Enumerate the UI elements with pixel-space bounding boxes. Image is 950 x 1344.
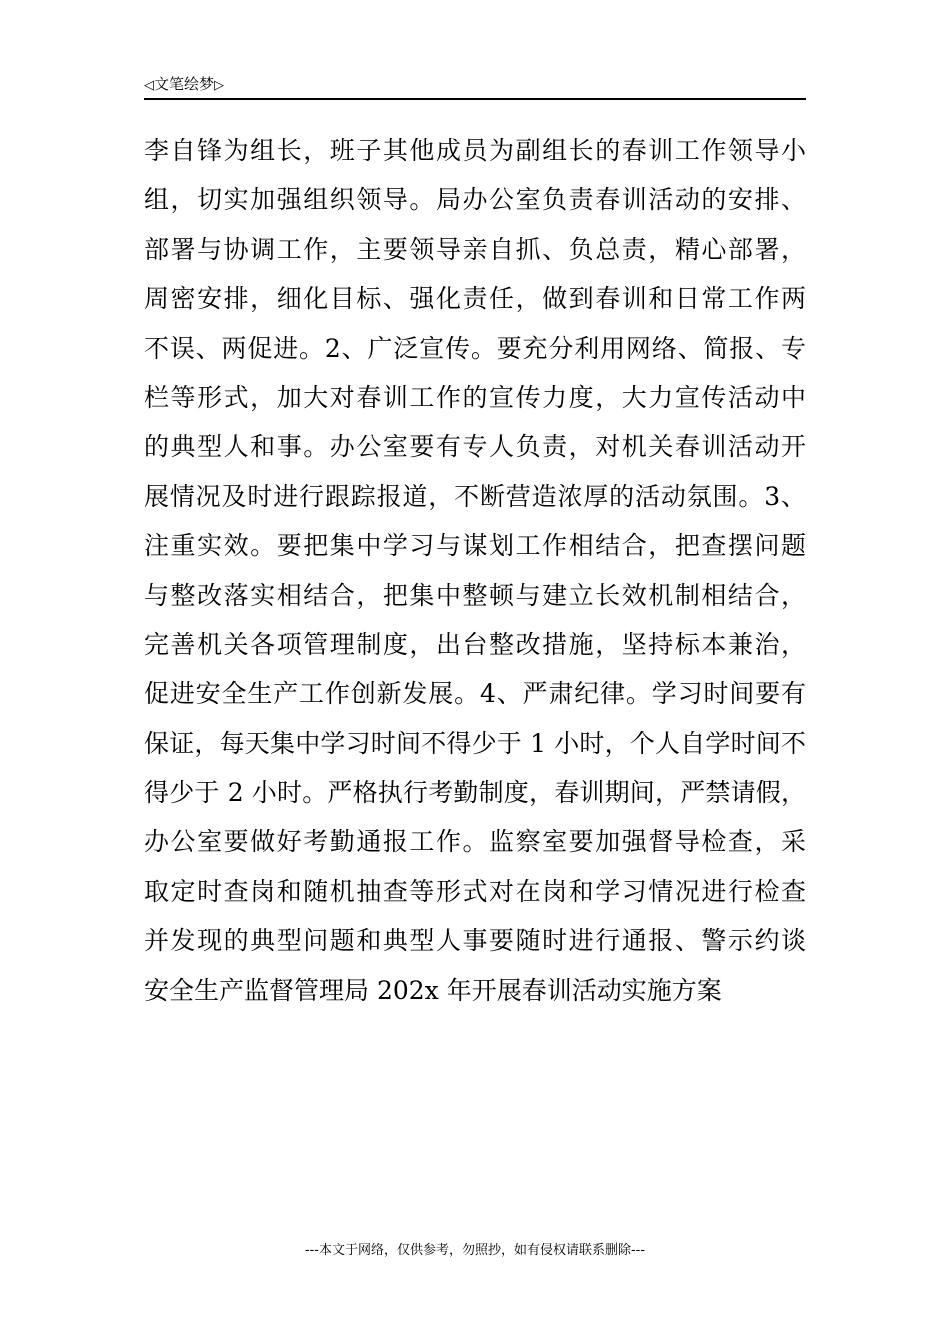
- body-line: 得少于 2 小时。严格执行考勤制度，春训期间，严禁请假，: [144, 778, 806, 808]
- body-line: 展情况及时进行跟踪报道，不断营造浓厚的活动氛围。3、: [144, 481, 806, 511]
- body-line: 促进安全生产工作创新发展。4、严肃纪律。学习时间要有: [144, 679, 806, 709]
- body-line: 部署与协调工作，主要领导亲自抓、负总责，精心部署，: [144, 234, 806, 264]
- body-line: 不误、两促进。2、广泛宣传。要充分利用网络、简报、专: [144, 333, 806, 363]
- body-line: 注重实效。要把集中学习与谋划工作相结合，把查摆问题: [144, 531, 806, 561]
- body-line: 的典型人和事。办公室要有专人负责，对机关春训活动开: [144, 432, 806, 462]
- body-line: 完善机关各项管理制度，出台整改措施，坚持标本兼治，: [144, 629, 806, 659]
- body-line-title: 安全生产监督管理局 202x 年开展春训活动实施方案: [144, 975, 722, 1005]
- body-line: 周密安排，细化目标、强化责任，做到春训和日常工作两: [144, 284, 806, 314]
- document-body: [144, 126, 806, 1015]
- body-line: 取定时查岗和随机抽查等形式对在岗和学习情况进行检查: [144, 876, 806, 906]
- body-line: 与整改落实相结合，把集中整顿与建立长效机制相结合，: [144, 580, 806, 610]
- left-triangle-icon: ◁: [144, 78, 154, 93]
- page-footer: ---本文于网络，仅供参考，勿照抄，如有侵权请联系删除---: [304, 1243, 646, 1258]
- body-line: 李自锋为组长，班子其他成员为副组长的春训工作领导小: [144, 136, 806, 165]
- body-line: 组，切实加强组织领导。局办公室负责春训活动的安排、: [144, 185, 806, 215]
- right-triangle-icon: ▷: [214, 78, 225, 93]
- body-line: 保证，每天集中学习时间不得少于 1 小时，个人自学时间不: [144, 728, 806, 758]
- body-line: 栏等形式，加大对春训工作的宣传力度，大力宣传活动中: [144, 382, 806, 412]
- page-header: [144, 72, 806, 100]
- header-title: [144, 75, 224, 95]
- body-line: 并发现的典型问题和典型人事要随时进行通报、警示约谈: [144, 926, 806, 956]
- body-line: 办公室要做好考勤通报工作。监察室要加强督导检查，采: [144, 827, 806, 857]
- header-title-text: 文笔绘梦: [154, 75, 215, 93]
